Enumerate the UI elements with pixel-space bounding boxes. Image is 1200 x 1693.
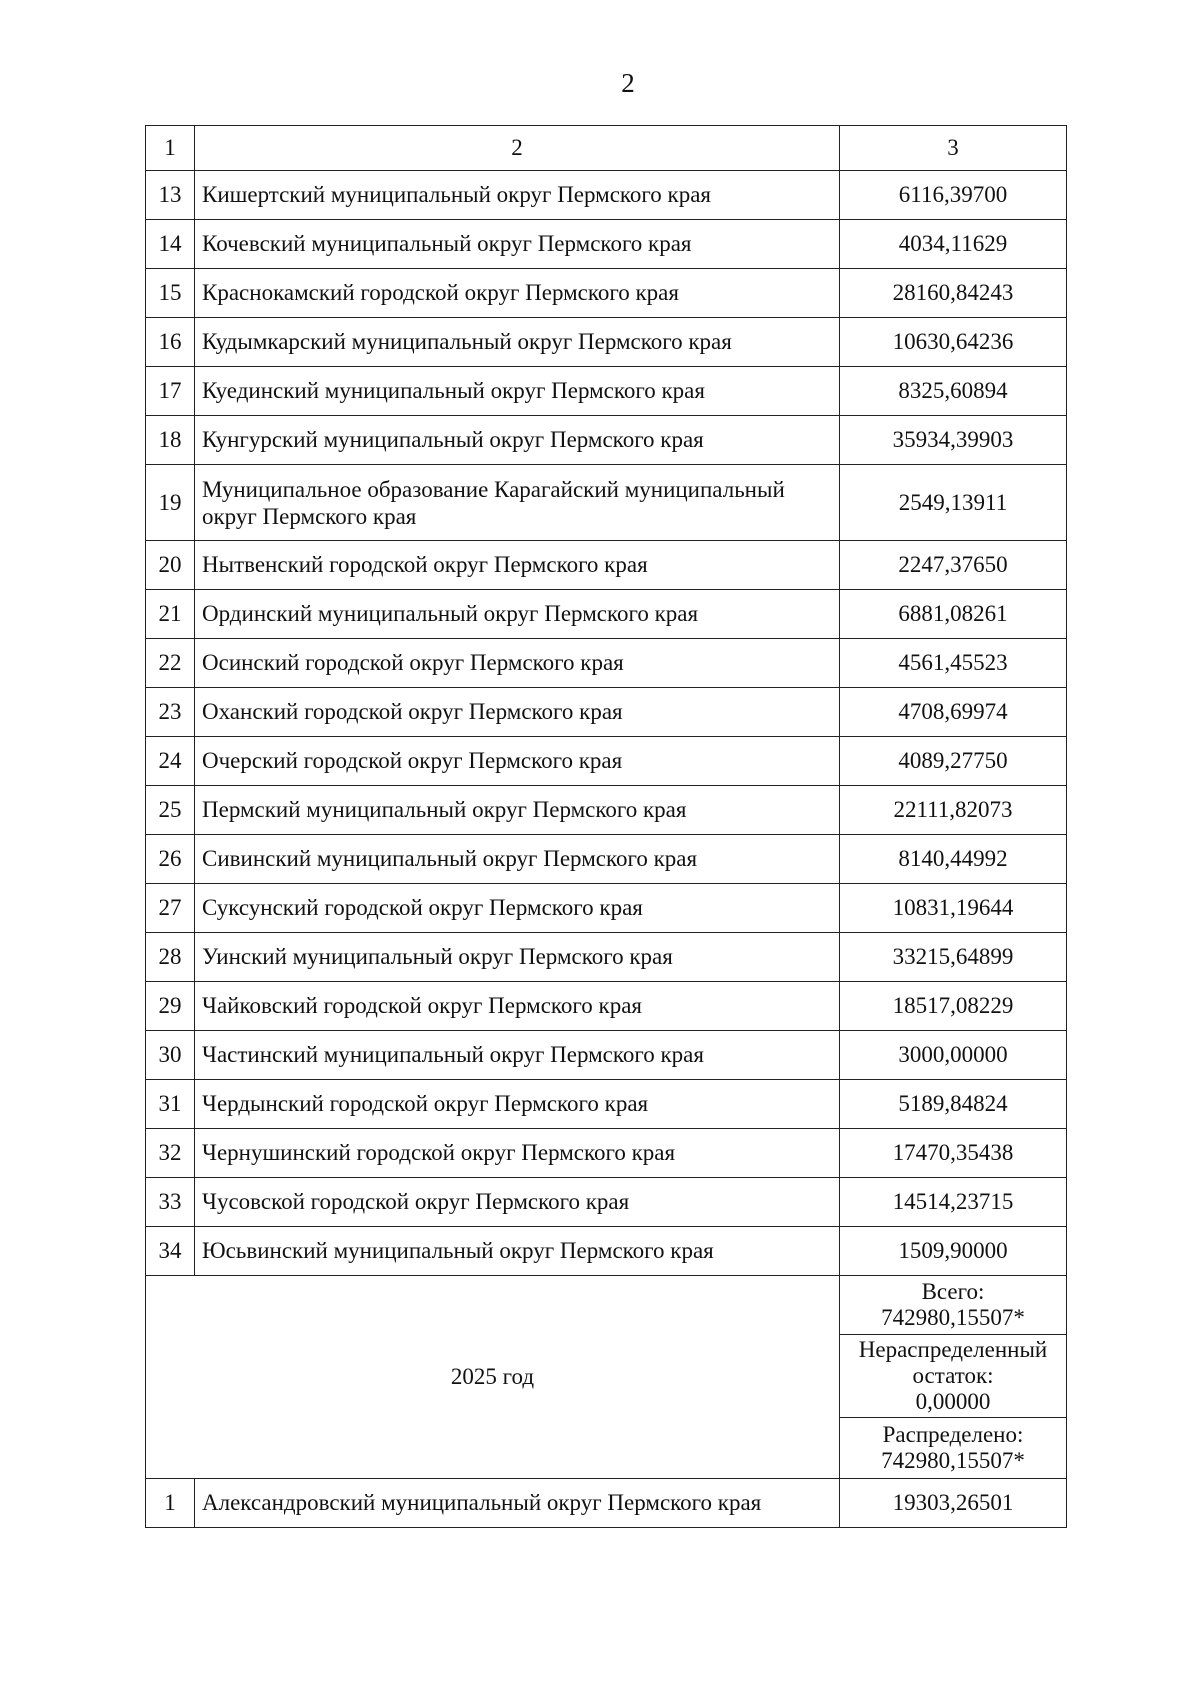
row-number: 26 [146, 835, 195, 884]
table-row [146, 171, 1067, 220]
total-label: Всего: [921, 1279, 985, 1304]
table-row [146, 269, 1067, 318]
amount-value: 5189,84824 [840, 1080, 1067, 1129]
row-number: 14 [146, 220, 195, 269]
municipality-name: Оханский городской округ Пермского края [195, 688, 840, 737]
municipality-name: Уинский муниципальный округ Пермского края [195, 933, 840, 982]
row-number: 22 [146, 639, 195, 688]
table-row [146, 367, 1067, 416]
row-number: 20 [146, 541, 195, 590]
year-label: 2025 год [146, 1276, 840, 1479]
row-number: 31 [146, 1080, 195, 1129]
table-row [146, 1178, 1067, 1227]
municipality-name: Кудымкарский муниципальный округ Пермского края [195, 318, 840, 367]
table-row [146, 1129, 1067, 1178]
row-number: 13 [146, 171, 195, 220]
amount-value: 6116,39700 [840, 171, 1067, 220]
municipality-name: Чернушинский городской округ Пермского края [195, 1129, 840, 1178]
table-row [146, 541, 1067, 590]
table-row [146, 835, 1067, 884]
municipality-name: Частинский муниципальный округ Пермского края [195, 1031, 840, 1080]
amount-value: 28160,84243 [840, 269, 1067, 318]
amount-value: 4089,27750 [840, 737, 1067, 786]
table-row [146, 982, 1067, 1031]
amount-value: 8140,44992 [840, 835, 1067, 884]
table-row [146, 639, 1067, 688]
table-row [146, 220, 1067, 269]
allocated-label: Распределено: [882, 1422, 1024, 1447]
amount-value: 33215,64899 [840, 933, 1067, 982]
municipality-name: Куединский муниципальный округ Пермского края [195, 367, 840, 416]
amount-value: 18517,08229 [840, 982, 1067, 1031]
municipality-name: Кишертский муниципальный округ Пермского края [195, 171, 840, 220]
municipality-name: Пермский муниципальный округ Пермского края [195, 786, 840, 835]
row-number: 25 [146, 786, 195, 835]
table-row [146, 416, 1067, 465]
row-number: 23 [146, 688, 195, 737]
row-number: 18 [146, 416, 195, 465]
table-row [146, 786, 1067, 835]
total [840, 1276, 1067, 1335]
municipality-name: Сивинский муниципальный округ Пермского края [195, 835, 840, 884]
table-row [146, 465, 1067, 541]
allocated [840, 1418, 1067, 1479]
amount-value: 8325,60894 [840, 367, 1067, 416]
row-number: 30 [146, 1031, 195, 1080]
row-number: 17 [146, 367, 195, 416]
municipality-name: Чердынский городской округ Пермского края [195, 1080, 840, 1129]
table-row [146, 884, 1067, 933]
amount-value: 4708,69974 [840, 688, 1067, 737]
distribution-table [145, 125, 1067, 1528]
municipality-name: Суксунский городской округ Пермского края [195, 884, 840, 933]
municipality-name: Чайковский городской округ Пермского края [195, 982, 840, 1031]
amount-value: 17470,35438 [840, 1129, 1067, 1178]
municipality-name: Муниципальное образование Карагайский муниципальный округ Пермского края [195, 465, 840, 541]
table-row [146, 933, 1067, 982]
table-row [146, 318, 1067, 367]
header-col-2: 2 [195, 126, 840, 171]
municipality-name: Юсьвинский муниципальный округ Пермского края [195, 1227, 840, 1276]
municipality-name: Осинский городской округ Пермского края [195, 639, 840, 688]
municipality-name: Нытвенский городской округ Пермского края [195, 541, 840, 590]
amount-value: 10630,64236 [840, 318, 1067, 367]
municipality-name: Ординский муниципальный округ Пермского края [195, 590, 840, 639]
amount-value: 3000,00000 [840, 1031, 1067, 1080]
header-col-1: 1 [146, 126, 195, 171]
municipality-name: Чусовской городской округ Пермского края [195, 1178, 840, 1227]
amount-value: 22111,82073 [840, 786, 1067, 835]
municipality-name: Александровский муниципальный округ Пермского края [195, 1479, 840, 1528]
amount-value: 2549,13911 [840, 465, 1067, 541]
page-number: 2 [621, 68, 635, 98]
amount-value: 35934,39903 [840, 416, 1067, 465]
row-number: 21 [146, 590, 195, 639]
amount-value: 14514,23715 [840, 1178, 1067, 1227]
amount-value: 19303,26501 [840, 1479, 1067, 1528]
municipality-name: Очерский городской округ Пермского края [195, 737, 840, 786]
amount-value: 1509,90000 [840, 1227, 1067, 1276]
row-number: 34 [146, 1227, 195, 1276]
amount-value: 10831,19644 [840, 884, 1067, 933]
municipality-name: Кунгурский муниципальный округ Пермского края [195, 416, 840, 465]
row-number: 28 [146, 933, 195, 982]
row-number: 1 [146, 1479, 195, 1528]
table-row [146, 737, 1067, 786]
table-row [146, 590, 1067, 639]
table-row [146, 1080, 1067, 1129]
row-number: 16 [146, 318, 195, 367]
table-row [146, 1479, 1067, 1528]
total-value: 742980,15507* [881, 1305, 1025, 1330]
table-row [146, 1031, 1067, 1080]
year-summary-row [146, 1276, 1067, 1335]
table-header-row [146, 126, 1067, 171]
amount-value: 4034,11629 [840, 220, 1067, 269]
unallocated-value: 0,00000 [915, 1389, 991, 1414]
amount-value: 2247,37650 [840, 541, 1067, 590]
unallocated-label: Нераспределенный остаток: [858, 1337, 1048, 1388]
row-number: 24 [146, 737, 195, 786]
header-col-3: 3 [840, 126, 1067, 171]
row-number: 19 [146, 465, 195, 541]
row-number: 15 [146, 269, 195, 318]
allocated-value: 742980,15507* [881, 1448, 1025, 1473]
row-number: 29 [146, 982, 195, 1031]
table-row [146, 1227, 1067, 1276]
row-number: 32 [146, 1129, 195, 1178]
municipality-name: Кочевский муниципальный округ Пермского края [195, 220, 840, 269]
row-number: 33 [146, 1178, 195, 1227]
table-row [146, 688, 1067, 737]
amount-value: 6881,08261 [840, 590, 1067, 639]
municipality-name: Краснокамский городской округ Пермского края [195, 269, 840, 318]
unallocated [840, 1335, 1067, 1418]
amount-value: 4561,45523 [840, 639, 1067, 688]
row-number: 27 [146, 884, 195, 933]
